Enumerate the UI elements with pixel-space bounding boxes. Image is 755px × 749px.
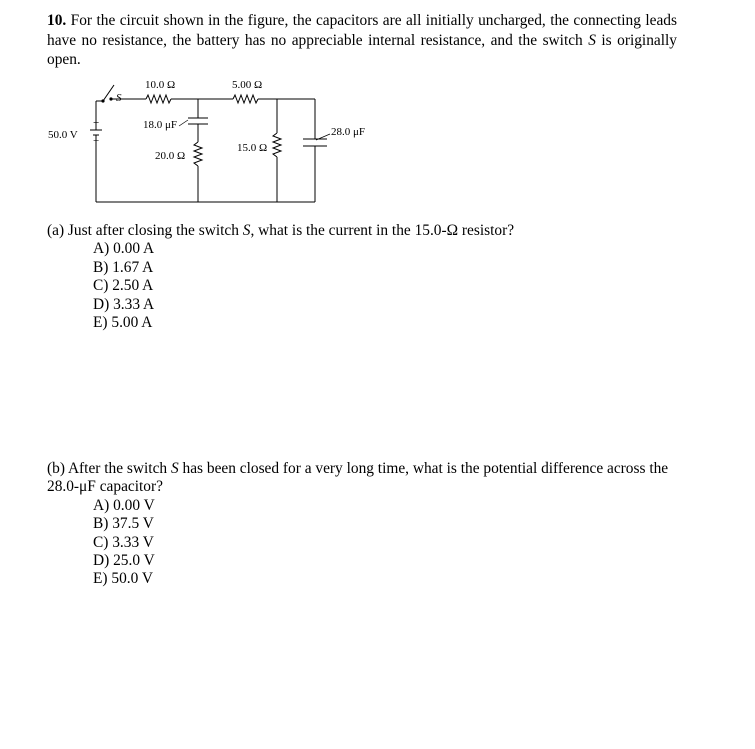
- switch-label: S: [116, 92, 122, 104]
- choice-b-c[interactable]: C) 3.33 V: [93, 533, 154, 551]
- question-a-text: (a) Just after closing the switch S, what is the current in the 15.0-Ω resistor?: [47, 222, 515, 239]
- resistor-20-ohm-label: 20.0 Ω: [155, 150, 186, 162]
- resistor-5-ohm-label: 5.00 Ω: [232, 79, 263, 91]
- resistor-5-ohm: [233, 95, 258, 103]
- choice-b-d[interactable]: D) 25.0 V: [93, 552, 155, 570]
- resistor-20-ohm: [194, 142, 202, 166]
- question-b-text: (b) After the switch S has been closed for a very long time, what is the potential difference across the 28.0-μF capacitor?: [47, 460, 669, 496]
- resistor-10-ohm-label: 10.0 Ω: [145, 79, 176, 91]
- question-a-choices: [47, 240, 687, 332]
- problem-number: 10.: [47, 12, 67, 29]
- choice-a-a[interactable]: A) 0.00 A: [93, 240, 155, 258]
- capacitor-18uf-label: 18.0 μF: [143, 119, 178, 131]
- question-a-switch-symbol: S: [242, 222, 251, 239]
- question-b-switch-symbol: S: [170, 460, 179, 477]
- choice-b-b[interactable]: B) 37.5 V: [93, 515, 154, 533]
- battery-minus-label: −: [93, 135, 100, 147]
- switch-contact-left: [101, 99, 104, 102]
- question-b: [47, 460, 687, 589]
- choice-a-d[interactable]: D) 3.33 A: [93, 295, 155, 313]
- capacitor-28uf-label: 28.0 μF: [331, 126, 366, 138]
- question-b-choices: [47, 497, 687, 589]
- resistor-15-ohm: [273, 133, 281, 157]
- intro-text-1: For the circuit shown in the figure, the capacitors are all initially uncharged, the connecting leads have no resistance, the battery has no appreciable internal resistance, and the switch: [47, 12, 677, 49]
- switch-contact-right: [109, 97, 112, 100]
- leader-18uf: [179, 120, 188, 126]
- battery-voltage-label: 50.0 V: [48, 129, 78, 141]
- intro-text-2: is originally open.: [47, 31, 677, 69]
- problem-intro: [47, 11, 677, 70]
- battery-plus-label: +: [93, 117, 100, 129]
- choice-a-b[interactable]: B) 1.67 A: [93, 258, 154, 276]
- question-a: [47, 222, 687, 332]
- circuit-diagram: [40, 70, 380, 210]
- choice-b-a[interactable]: A) 0.00 V: [93, 496, 155, 514]
- resistor-15-ohm-label: 15.0 Ω: [237, 142, 268, 154]
- choice-b-e[interactable]: E) 50.0 V: [93, 570, 153, 588]
- intro-switch-symbol: S: [588, 31, 596, 49]
- choice-a-e[interactable]: E) 5.00 A: [93, 314, 153, 332]
- choice-a-c[interactable]: C) 2.50 A: [93, 277, 154, 295]
- resistor-10-ohm: [146, 95, 171, 103]
